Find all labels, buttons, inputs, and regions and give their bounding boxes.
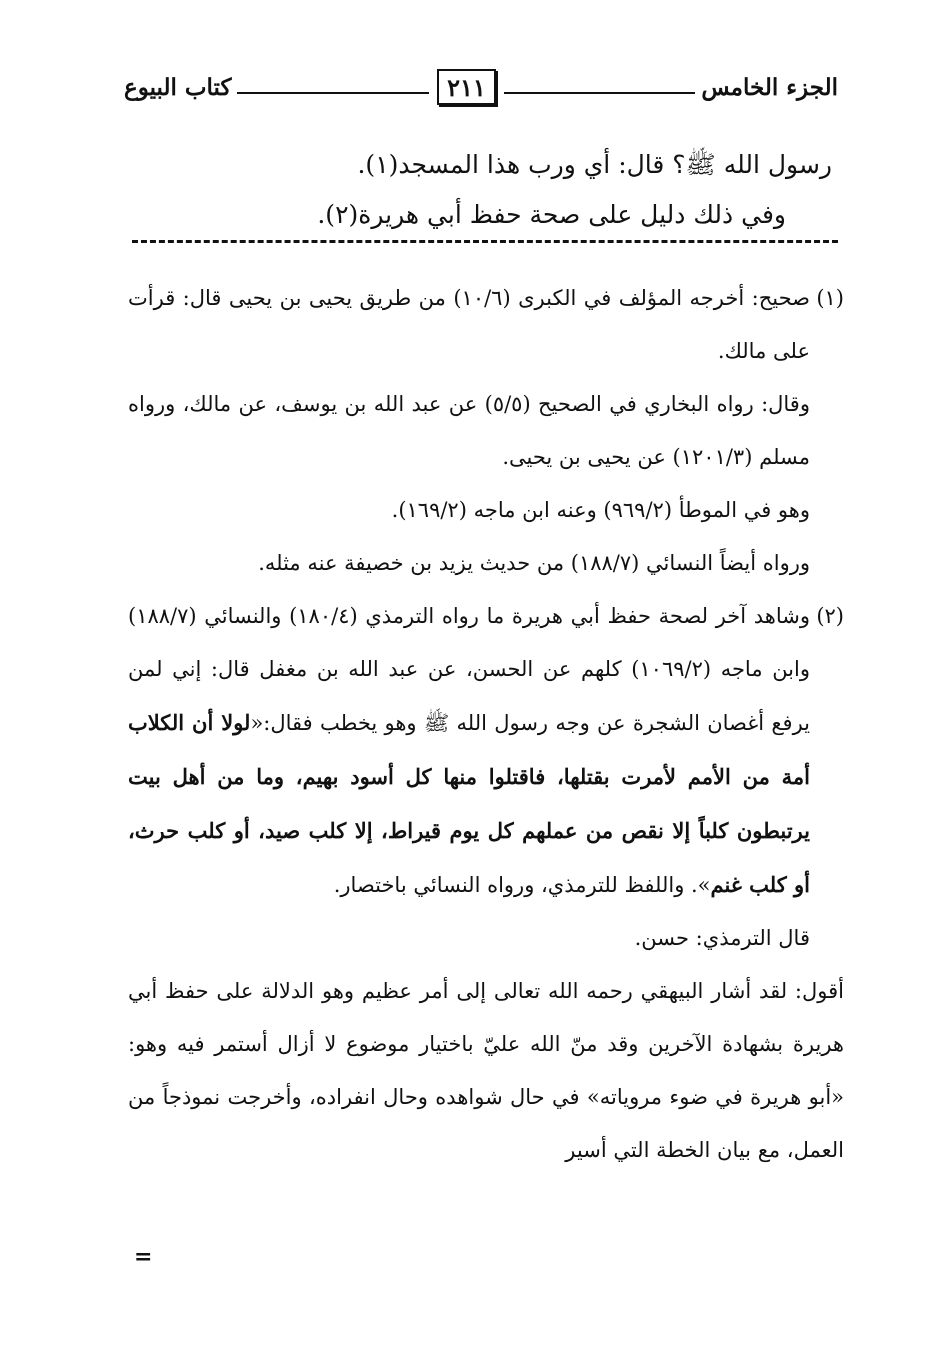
- footnote-line: وقال: رواه البخاري في الصحيح (٥/٥) عن عبد الله بن يوسف، عن مالك، ورواه مسلم (١٢٠١/٣) عن يحيى بن يحيى.: [128, 392, 810, 469]
- header-rule: [504, 92, 696, 94]
- hadith-text: لولا أن الكلاب أمة من الأمم لأمرت بقتلها، فاقتلوا منها كل أسود بهيم، وما من أهل بيت يرتبطون كلباً إلا نقص من عملهم كل يوم قيراط، إلا كلب صيد، أو كلب حرث، أو كلب غنم: [128, 710, 810, 897]
- body-line-2: وفي ذلك دليل على صحة حفظ أبي هريرة(٢).: [317, 200, 786, 229]
- book-title: كتاب البيوع: [124, 73, 232, 101]
- footnote-outro: ». واللفظ للترمذي، ورواه النسائي باختصار.: [333, 873, 711, 897]
- continuation-mark: =: [134, 1244, 153, 1270]
- page-number: ٢١١: [437, 69, 496, 105]
- footnote-number: (١): [816, 286, 844, 310]
- tirmidhi-grade: قال الترمذي: حسن.: [634, 926, 810, 950]
- body-line-1: رسول الله ﷺ؟ قال: أي ورب هذا المسجد(١).: [357, 150, 832, 179]
- footnote-line: صحيح: أخرجه المؤلف في الكبرى (١٠/٦) من طريق يحيى بن يحيى قال: قرأت على مالك.: [128, 286, 810, 363]
- volume-label: الجزء الخامس: [701, 73, 838, 101]
- running-header: [124, 62, 838, 112]
- footnote-paragraph: [128, 590, 810, 912]
- author-comment: أقول: لقد أشار البيهقي رحمه الله تعالى إلى أمر عظيم وهو الدلالة على حفظ أبي هريرة بشهادة الآخرين وقد منّ الله عليّ باختيار موضوع لا أزال أستمر فيه وهو: «أبو هريرة في ضوء مروياته» في حال شواهده وحال انفراده، وأخرجت نموذجاً من العمل، مع بيان الخطة التي أسير: [128, 979, 844, 1162]
- footnote-line: ورواه أيضاً النسائي (١٨٨/٧) من حديث يزيد بن خصيفة عنه مثله.: [258, 551, 810, 575]
- main-text: [142, 140, 832, 240]
- footnote-line: وهو في الموطأ (٩٦٩/٢) وعنه ابن ماجه (١٦٩/٢).: [391, 498, 810, 522]
- footnote-number: (٢): [816, 604, 844, 628]
- footnote-2: [128, 590, 844, 965]
- footnote-intro: وشاهد آخر لصحة حفظ أبي هريرة ما رواه الترمذي (١٨٠/٤) والنسائي (١٨٨/٧) وابن ماجه (١٠٦٩/٢) كلهم عن الحسن، عن عبد الله بن مغفل قال: إني لمن يرفع أغصان الشجرة عن وجه رسول الله ﷺ وهو يخطب فقال:«: [128, 604, 811, 735]
- footnotes: [128, 272, 844, 1177]
- header-rule: [237, 92, 429, 94]
- footnote-separator: [132, 240, 838, 243]
- footnote-1: [128, 272, 844, 590]
